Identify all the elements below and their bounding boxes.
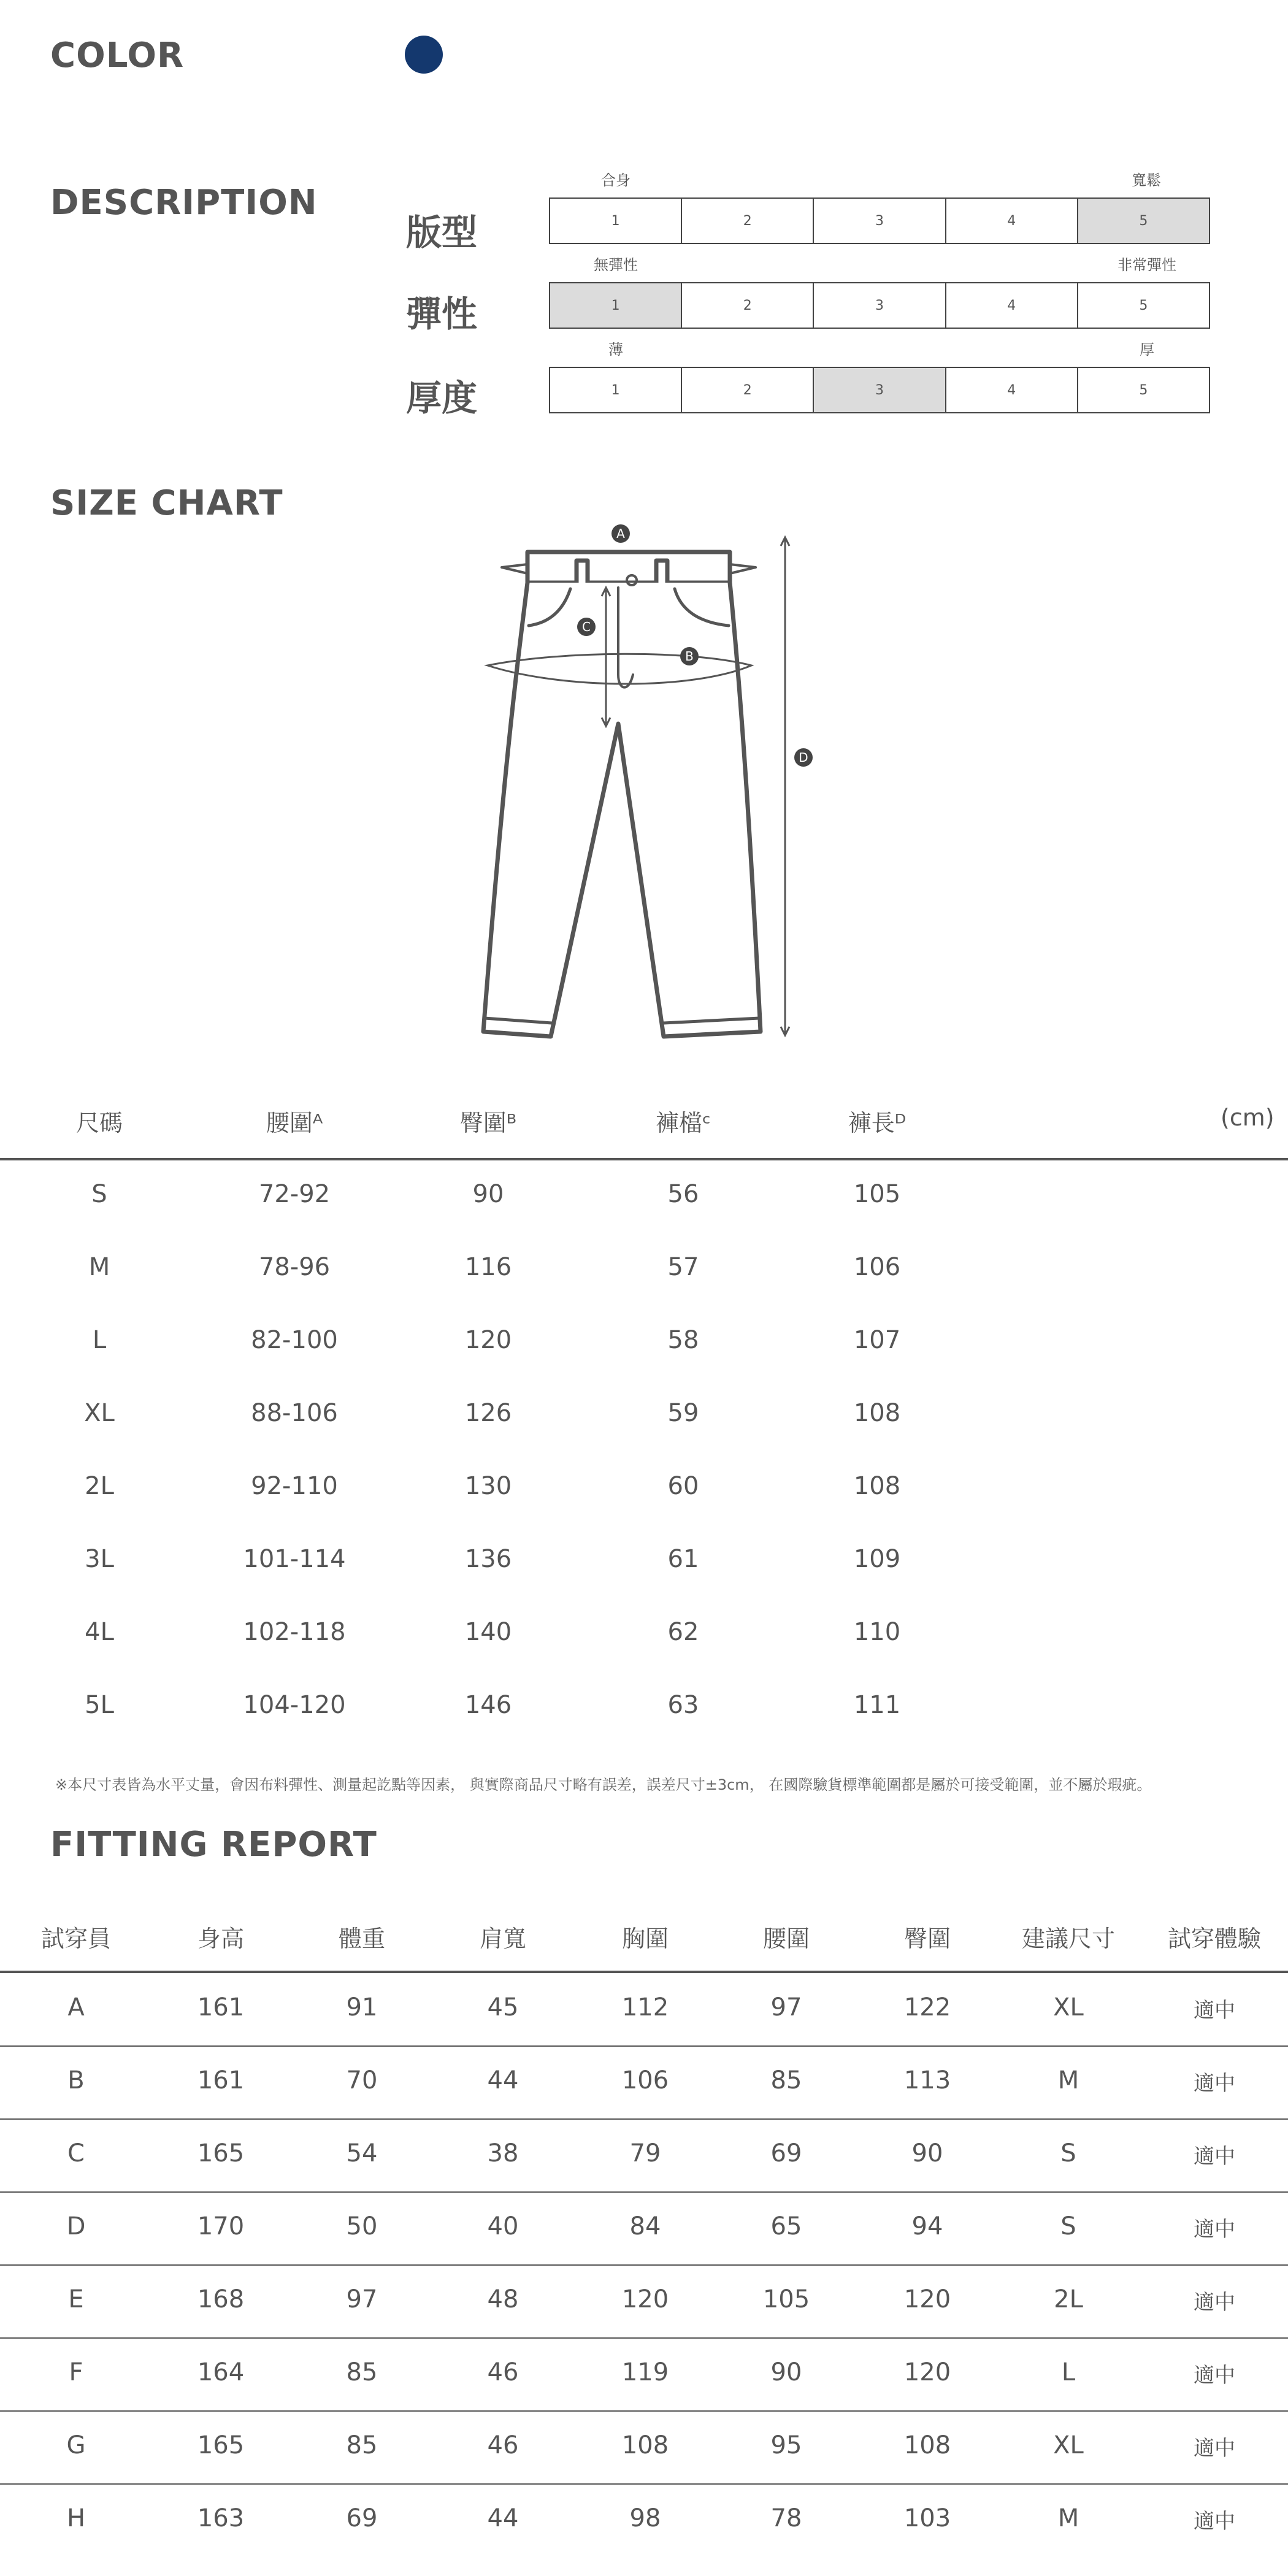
fitting-row-divider xyxy=(0,2337,1288,2339)
fitting-table-cell: 46 xyxy=(487,2358,519,2386)
scale-level-cell: 1 xyxy=(550,199,682,243)
size-table-row xyxy=(0,1399,1288,1436)
size-table-divider xyxy=(0,1158,1288,1160)
fitting-table-cell: 120 xyxy=(903,2285,951,2313)
size-table-cell: 109 xyxy=(853,1545,901,1573)
fitting-table-header xyxy=(0,1920,1288,1957)
size-table-cell: 61 xyxy=(667,1545,699,1573)
fitting-table-cell: A xyxy=(67,1993,85,2022)
fitting-table-cell: G xyxy=(66,2431,86,2459)
scale-label: 厚度 xyxy=(406,377,478,419)
fitting-table-cell: 94 xyxy=(911,2212,943,2241)
fitting-table-cell: XL xyxy=(1053,1993,1084,2022)
fitting-table-cell: C xyxy=(67,2139,85,2168)
size-table-cell: 101-114 xyxy=(243,1545,346,1573)
size-table-cell: 78-96 xyxy=(258,1253,331,1281)
fitting-table-row xyxy=(0,2066,1288,2103)
marker-b xyxy=(680,647,699,665)
fitting-table-cell: 105 xyxy=(762,2285,810,2313)
size-table-cell: 3L xyxy=(85,1545,114,1573)
scale-left-end: 薄 xyxy=(608,341,623,358)
pants-diagram xyxy=(472,521,840,1061)
scale-level-cell: 2 xyxy=(682,199,814,243)
scale-level-cell: 3 xyxy=(814,368,946,412)
fitting-table-row xyxy=(0,2139,1288,2176)
scale-box xyxy=(549,282,1210,329)
size-table-row xyxy=(0,1472,1288,1509)
fitting-table-cell: 65 xyxy=(770,2212,802,2241)
size-table-cell: 102-118 xyxy=(243,1618,346,1646)
scale-box xyxy=(549,197,1210,244)
fitting-row-divider xyxy=(0,2483,1288,2485)
size-table-cell: XL xyxy=(84,1399,115,1427)
fitting-table-cell: 90 xyxy=(770,2358,802,2386)
size-table-cell: M xyxy=(88,1253,110,1281)
fitting-table-cell: S xyxy=(1060,2139,1076,2168)
fitting-table-cell: 69 xyxy=(346,2504,378,2532)
fitting-table-row xyxy=(0,2504,1288,2541)
size-table-cell: 136 xyxy=(464,1545,512,1573)
fitting-table-cell: 48 xyxy=(487,2285,519,2313)
scale-level-cell: 4 xyxy=(946,199,1078,243)
fitting-header-cell: 腰圍 xyxy=(762,1925,810,1952)
size-table-cell: 58 xyxy=(667,1326,699,1354)
fitting-table-cell: 165 xyxy=(197,2431,245,2459)
size-table-row xyxy=(0,1618,1288,1655)
fitting-table-cell: 85 xyxy=(346,2431,378,2459)
fitting-table-cell: 44 xyxy=(487,2504,519,2532)
size-table-cell: 146 xyxy=(464,1691,512,1719)
fitting-table-cell: 適中 xyxy=(1194,2071,1235,2096)
size-table-cell: 106 xyxy=(853,1253,901,1281)
size-table-cell: 72-92 xyxy=(258,1180,331,1208)
size-table-cell: 56 xyxy=(667,1180,699,1208)
fitting-table-cell: 70 xyxy=(346,2066,378,2095)
size-table-row xyxy=(0,1545,1288,1582)
scale-level-cell: 5 xyxy=(1139,382,1148,398)
size-note: ※本尺寸表皆為水平丈量，會因布料彈性、測量起訖點等因素， 與實際商品尺寸略有誤差，誤差尺寸±3cm， 在國際驗貨標準範圍都是屬於可接受範圍，並不屬於瑕疵。 xyxy=(55,1776,1152,1793)
fitting-table-cell: 119 xyxy=(621,2358,669,2386)
fitting-table-cell: E xyxy=(68,2285,84,2313)
size-header-cell: 腰圍ᴬ xyxy=(266,1110,323,1137)
size-table-cell: 5L xyxy=(85,1691,114,1719)
marker-b-label: B xyxy=(685,649,694,664)
marker-d xyxy=(794,748,813,767)
scale-level-cell: 4 xyxy=(946,368,1078,412)
size-table-cell: 90 xyxy=(472,1180,504,1208)
size-table-cell: 120 xyxy=(464,1326,512,1354)
fitting-table-cell: F xyxy=(69,2358,83,2386)
fitting-row-divider xyxy=(0,2410,1288,2412)
fitting-table-cell: 適中 xyxy=(1194,2509,1235,2534)
size-table-cell: 105 xyxy=(853,1180,901,1208)
fitting-header-cell: 胸圍 xyxy=(621,1925,669,1952)
fitting-table-cell: 38 xyxy=(487,2139,519,2168)
size-table-cell: S xyxy=(91,1180,107,1208)
size-table-row xyxy=(0,1326,1288,1363)
marker-d-label: D xyxy=(799,750,808,765)
size-table-cell: 116 xyxy=(464,1253,512,1281)
size-table-cell: 88-106 xyxy=(251,1399,338,1427)
size-table-cell: 63 xyxy=(667,1691,699,1719)
fitting-table-cell: 98 xyxy=(629,2504,661,2532)
size-table-cell: 4L xyxy=(85,1618,114,1646)
fitting-table-cell: 適中 xyxy=(1194,2290,1235,2315)
fitting-row-divider xyxy=(0,2264,1288,2266)
scale-label: 版型 xyxy=(406,212,478,253)
scale-left-end: 無彈性 xyxy=(594,256,638,274)
fitting-table-cell: 165 xyxy=(197,2139,245,2168)
fitting-table-cell: M xyxy=(1057,2066,1079,2095)
fitting-table-cell: 161 xyxy=(197,1993,245,2022)
size-table-cell: 59 xyxy=(667,1399,699,1427)
fitting-header-cell: 臀圍 xyxy=(903,1925,951,1952)
size-table-cell: 82-100 xyxy=(251,1326,338,1354)
marker-a-label: A xyxy=(616,526,625,541)
fitting-table-cell: 163 xyxy=(197,2504,245,2532)
size-table-cell: 108 xyxy=(853,1399,901,1427)
size-table-cell: 111 xyxy=(853,1691,901,1719)
size-chart-title: SIZE CHART xyxy=(50,483,283,523)
fitting-header-cell: 試穿員 xyxy=(40,1925,111,1952)
fitting-header-cell: 體重 xyxy=(338,1925,385,1952)
size-table-row xyxy=(0,1180,1288,1217)
fitting-table-divider xyxy=(0,1971,1288,1973)
fitting-row-divider xyxy=(0,2191,1288,2193)
fitting-table-cell: 113 xyxy=(903,2066,951,2095)
fitting-table-cell: 103 xyxy=(903,2504,951,2532)
scale-level-cell: 5 xyxy=(1078,199,1209,243)
fitting-table-cell: 170 xyxy=(197,2212,245,2241)
scale-level-cell: 2 xyxy=(682,368,814,412)
scale-level-cell: 3 xyxy=(814,283,946,328)
fitting-table-cell: 122 xyxy=(903,1993,951,2022)
size-table-header xyxy=(0,1104,1288,1141)
fitting-table-cell: 168 xyxy=(197,2285,245,2313)
fitting-table-cell: 97 xyxy=(346,2285,378,2313)
fitting-table-cell: 108 xyxy=(903,2431,951,2459)
size-table-cell: 92-110 xyxy=(251,1472,338,1500)
fitting-table-cell: 適中 xyxy=(1194,2144,1235,2169)
fitting-table-cell: 2L xyxy=(1054,2285,1083,2313)
fitting-table-cell: 161 xyxy=(197,2066,245,2095)
size-header-cell: 臀圍ᴮ xyxy=(459,1110,517,1137)
size-table-cell: 104-120 xyxy=(243,1691,346,1719)
fitting-table-cell: 適中 xyxy=(1194,2363,1235,2388)
fitting-table-cell: M xyxy=(1057,2504,1079,2532)
size-table-cell: 57 xyxy=(667,1253,699,1281)
size-table-cell: 126 xyxy=(464,1399,512,1427)
fitting-table-cell: 108 xyxy=(621,2431,669,2459)
marker-c xyxy=(577,618,596,636)
marker-c-label: C xyxy=(582,619,591,634)
fitting-table-cell: 78 xyxy=(770,2504,802,2532)
size-table-cell: L xyxy=(92,1326,107,1354)
fitting-table-cell: 46 xyxy=(487,2431,519,2459)
description-title: DESCRIPTION xyxy=(50,183,318,223)
fitting-table-cell: 95 xyxy=(770,2431,802,2459)
size-header-cell: 褲長ᴰ xyxy=(848,1110,907,1137)
fitting-table-cell: 45 xyxy=(487,1993,519,2022)
fitting-table-row xyxy=(0,2358,1288,2395)
fitting-table-cell: S xyxy=(1060,2212,1076,2241)
fitting-header-cell: 身高 xyxy=(197,1925,244,1952)
size-table-cell: 108 xyxy=(853,1472,901,1500)
size-table-row xyxy=(0,1691,1288,1728)
size-table-cell: 130 xyxy=(464,1472,512,1500)
fitting-table-cell: B xyxy=(67,2066,85,2095)
fitting-table-cell: 85 xyxy=(770,2066,802,2095)
fitting-table-row xyxy=(0,2431,1288,2468)
size-table-cell: 107 xyxy=(853,1326,901,1354)
scale-level-cell: 1 xyxy=(550,283,682,328)
fitting-table-cell: 84 xyxy=(629,2212,661,2241)
fitting-table-cell: 164 xyxy=(197,2358,245,2386)
scale-level-cell: 1 xyxy=(550,368,682,412)
fitting-table-cell: L xyxy=(1061,2358,1076,2386)
fitting-table-cell: 69 xyxy=(770,2139,802,2168)
fitting-header-cell: 肩寬 xyxy=(479,1925,526,1952)
fitting-table-cell: 85 xyxy=(346,2358,378,2386)
scale-level-cell: 2 xyxy=(682,283,814,328)
size-header-cell: 褲檔ᶜ xyxy=(655,1110,711,1137)
fitting-row-divider xyxy=(0,2045,1288,2047)
fitting-table-cell: 120 xyxy=(903,2358,951,2386)
fitting-table-cell: 90 xyxy=(911,2139,943,2168)
size-table-cell: 2L xyxy=(85,1472,114,1500)
size-table-cell: 62 xyxy=(667,1618,699,1646)
fitting-table-row xyxy=(0,2212,1288,2249)
fitting-table-cell: D xyxy=(66,2212,86,2241)
scale-right-end: 寬鬆 xyxy=(1132,172,1161,189)
fitting-table-cell: 97 xyxy=(770,1993,802,2022)
scale-level-cell: 5 xyxy=(1139,297,1148,313)
scale-right-end: 厚 xyxy=(1140,341,1154,358)
fitting-header-cell: 建議尺寸 xyxy=(1021,1925,1115,1952)
fitting-report-title: FITTING REPORT xyxy=(50,1825,377,1865)
color-swatch[interactable] xyxy=(405,36,443,74)
fitting-table-cell: XL xyxy=(1053,2431,1084,2459)
fitting-table-cell: 40 xyxy=(487,2212,519,2241)
size-table-cell: 60 xyxy=(667,1472,699,1500)
fitting-table-cell: 適中 xyxy=(1194,1998,1235,2023)
size-table-cell: 140 xyxy=(464,1618,512,1646)
fitting-table-cell: 112 xyxy=(621,1993,669,2022)
fitting-table-cell: 50 xyxy=(346,2212,378,2241)
fitting-table-cell: 適中 xyxy=(1194,2436,1235,2461)
unit-label: (cm) xyxy=(1221,1104,1275,1131)
fitting-table-cell: 91 xyxy=(346,1993,378,2022)
scale-label: 彈性 xyxy=(406,293,478,335)
fitting-row-divider xyxy=(0,2118,1288,2120)
scale-box xyxy=(549,367,1210,413)
fitting-table-cell: 44 xyxy=(487,2066,519,2095)
fitting-table-cell: 120 xyxy=(621,2285,669,2313)
scale-level-cell: 3 xyxy=(814,199,946,243)
scale-right-end: 非常彈性 xyxy=(1117,256,1176,274)
color-title: COLOR xyxy=(50,36,185,75)
scale-level-cell: 4 xyxy=(946,283,1078,328)
fitting-table-cell: 79 xyxy=(629,2139,661,2168)
size-table-cell: 110 xyxy=(853,1618,901,1646)
marker-a xyxy=(611,524,630,543)
fitting-table-cell: 54 xyxy=(346,2139,378,2168)
fitting-table-cell: 106 xyxy=(621,2066,669,2095)
fitting-table-cell: 適中 xyxy=(1194,2217,1235,2242)
fitting-table-row xyxy=(0,2285,1288,2322)
size-header-cell: 尺碼 xyxy=(75,1110,123,1137)
fitting-header-cell: 試穿體驗 xyxy=(1167,1925,1261,1952)
fitting-table-cell: H xyxy=(66,2504,86,2532)
scale-left-end: 合身 xyxy=(601,172,631,189)
fitting-table-row xyxy=(0,1993,1288,2030)
size-table-row xyxy=(0,1253,1288,1290)
